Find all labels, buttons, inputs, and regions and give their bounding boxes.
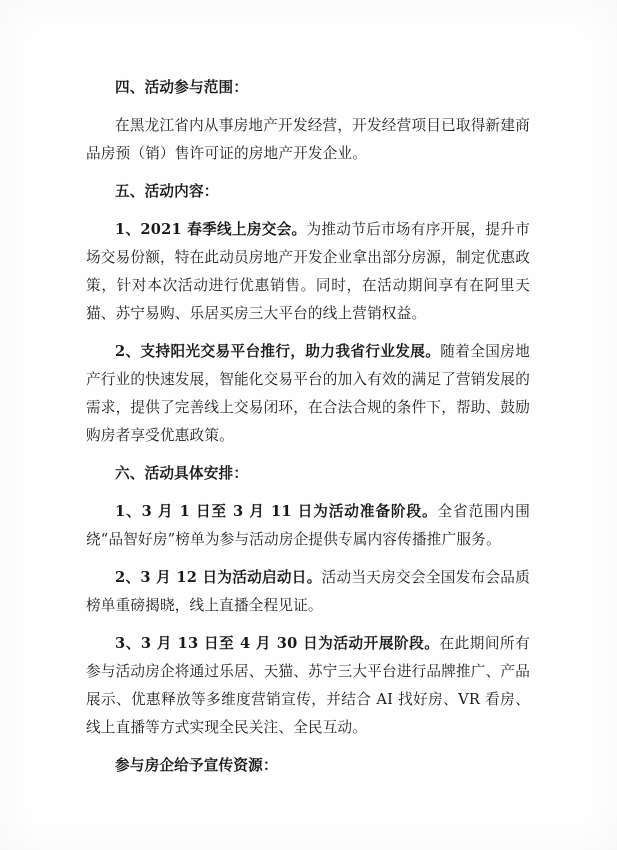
section4-body: 在黑龙江省内从事房地产开发经营，开发经营项目已取得新建商品房预（销）售许可证的房地产开发企业。	[86, 117, 530, 162]
section5-item1	[86, 216, 530, 328]
section6-item2-title: 2、3 月 12 日为活动启动日。	[115, 569, 322, 586]
section5-item1-body: 为推动节后市场有序开展，提升市场交易份额，特在此动员房地产开发企业拿出部分房源，制定优惠政策，针对本次活动进行优惠销售。同时，在活动期间享有在阿里天猫、苏宁易购、乐居买房三大平台的线上营销权益。	[86, 221, 530, 322]
section4-heading: 四、活动参与范围：	[115, 79, 249, 96]
section5-item2-body: 随着全国房地产行业的快速发展，智能化交易平台的加入有效的满足了营销发展的需求，提供了完善线上交易闭环，在合法合规的条件下，帮助、鼓励购房者享受优惠政策。	[86, 343, 530, 444]
section5-item2-title: 2、支持阳光交易平台推行，助力我省行业发展。	[115, 343, 441, 360]
document-body	[86, 74, 530, 780]
section6-item3-title: 3、3 月 13 日至 4 月 30 日为活动开展阶段。	[115, 635, 440, 652]
section6-item1-title: 1、3 月 1 日至 3 月 11 日为活动准备阶段。	[115, 503, 438, 520]
section6-heading: 六、活动具体安排：	[115, 465, 249, 482]
section6-item2	[86, 564, 530, 620]
section5-heading: 五、活动内容：	[115, 183, 219, 200]
section5-item1-title: 1、2021 春季线上房交会。	[115, 221, 307, 238]
section6-item3	[86, 630, 530, 742]
section5-item2	[86, 338, 530, 450]
section6-item1	[86, 498, 530, 554]
section6-item1-body: 全省范围内围绕“品智好房”榜单为参与活动房企提供专属内容传播推广服务。	[86, 503, 530, 548]
section6-item3-body: 在此期间所有参与活动房企将通过乐居、天猫、苏宁三大平台进行品牌推广、产品展示、优惠释放等多维度营销宣传，并结合 AI 找好房、VR 看房、线上直播等方式实现全民关注、全民互动。	[86, 635, 531, 736]
resources-heading: 参与房企给予宣传资源：	[115, 757, 278, 774]
section6-item2-body: 活动当天房交会全国发布会品质榜单重磅揭晓，线上直播全程见证。	[86, 569, 530, 614]
